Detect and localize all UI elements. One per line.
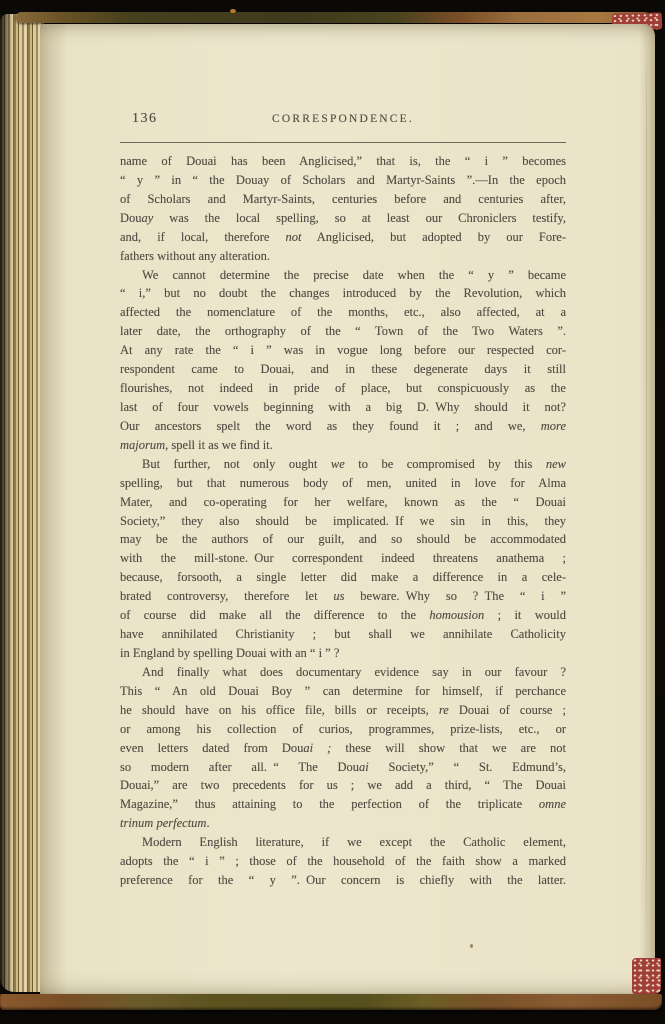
text-line: even letters dated from Douai ; these will show that we are not bbox=[120, 740, 566, 755]
paper-speck bbox=[470, 944, 473, 948]
text-line: spelling, but that numerous body of men, united in love for Alma bbox=[120, 475, 566, 490]
text-line: But further, not only ought we to be compromised by this new bbox=[142, 456, 566, 471]
text-line: name of Douai has been Anglicised,” that is, the “ i ” becomes bbox=[120, 154, 566, 168]
text-line: fathers without any alteration. bbox=[120, 248, 270, 263]
text-line: And finally what does documentary evidence say in our favour ? bbox=[142, 664, 566, 679]
text-line: with the mill-stone. Our correspondent indeed threatens anathema ; bbox=[120, 551, 566, 566]
text-line: may be the authors of our guilt, and so should be accommodated bbox=[120, 532, 566, 547]
paragraph bbox=[120, 833, 566, 890]
text-line: flourishes, not indeed in pride of place, but conspicuously as the bbox=[120, 381, 566, 396]
text-line: he should have on his office file, bills or receipts, re Douai of course ; bbox=[120, 702, 566, 717]
text-line: preference for the “ y ”. Our concern is chiefly with the latter. bbox=[120, 873, 566, 888]
paragraph bbox=[120, 455, 566, 663]
text-line: later date, the orthography of the “ Town of the Two Waters ”. bbox=[120, 324, 566, 339]
book-cover-top-edge bbox=[16, 12, 650, 23]
text-line: have annihilated Christianity ; but shall we annihilate Catholicity bbox=[120, 627, 566, 642]
text-line: Mater, and co-operating for her welfare, known as the “ Douai bbox=[120, 494, 566, 509]
text-line: respondent came to Douai, and in these degenerate days it still bbox=[120, 362, 566, 377]
text-line: so modern after all. “ The Douai Society,” “ St. Edmund’s, bbox=[120, 759, 566, 774]
text-line: Douay was the local spelling, so at least our Chroniclers testify, bbox=[120, 210, 566, 225]
text-line: or among his collection of curios, programmes, prize-lists, etc., or bbox=[120, 721, 566, 736]
text-line: Magazine,” thus attaining to the perfection of the triplicate omne bbox=[120, 797, 566, 812]
text-line: because, forsooth, a single letter did make a difference in a cele- bbox=[120, 570, 566, 585]
page-text bbox=[120, 152, 566, 890]
text-line: majorum, spell it as we find it. bbox=[120, 437, 273, 452]
book-page-edges-left bbox=[0, 14, 44, 992]
book-cover-bottom-edge bbox=[0, 994, 662, 1010]
text-line: of Scholars and Martyr-Saints, centuries before and centuries after, bbox=[120, 191, 566, 206]
page-number: 136 bbox=[132, 111, 158, 126]
text-line: We cannot determine the precise date when the “ y ” became bbox=[142, 267, 566, 282]
running-title: CORRESPONDENCE. bbox=[272, 113, 414, 125]
book-page bbox=[40, 24, 655, 995]
paragraph bbox=[120, 663, 566, 833]
text-line: Our ancestors spelt the word as they found it ; and we, more bbox=[120, 418, 566, 433]
page-content bbox=[120, 110, 566, 890]
text-line: “ i,” but no doubt the changes introduced by the Revolution, which bbox=[120, 286, 566, 301]
text-line: adopts the “ i ” ; those of the household of the faith show a marked bbox=[120, 854, 566, 869]
text-line: At any rate the “ i ” was in vogue long before our respected cor- bbox=[120, 343, 566, 358]
text-line: and, if local, therefore not Anglicised, but adopted by our Fore- bbox=[120, 229, 566, 244]
paragraph bbox=[120, 266, 566, 455]
header-rule bbox=[120, 142, 566, 143]
paragraph bbox=[120, 152, 566, 266]
text-line: Society,” they also should be implicated. If we sin in this, they bbox=[120, 513, 566, 528]
text-line: of course did make all the difference to the homousion ; it would bbox=[120, 608, 566, 623]
text-line: brated controversy, therefore let us beware. Why so ? The “ i ” bbox=[120, 589, 566, 604]
text-line: trinum perfectum. bbox=[120, 816, 210, 831]
text-line: “ y ” in “ the Douay of Scholars and Martyr-Saints ”.—In the epoch bbox=[120, 172, 566, 187]
text-line: affected the nomenclature of the months, etc., also affected, at a bbox=[120, 305, 566, 320]
text-line: Modern English literature, if we except the Catholic element, bbox=[142, 835, 566, 850]
marbled-endpaper-bottom-right bbox=[632, 958, 661, 994]
text-line: in England by spelling Douai with an “ i ” ? bbox=[120, 645, 340, 660]
page-header bbox=[120, 110, 566, 132]
text-line: Douai,” are two precedents for us ; we add a third, “ The Douai bbox=[120, 778, 566, 793]
text-line: This “ An old Douai Boy ” can determine for himself, if perchance bbox=[120, 683, 566, 698]
text-line: last of four vowels beginning with a big D. Why should it not? bbox=[120, 399, 566, 414]
